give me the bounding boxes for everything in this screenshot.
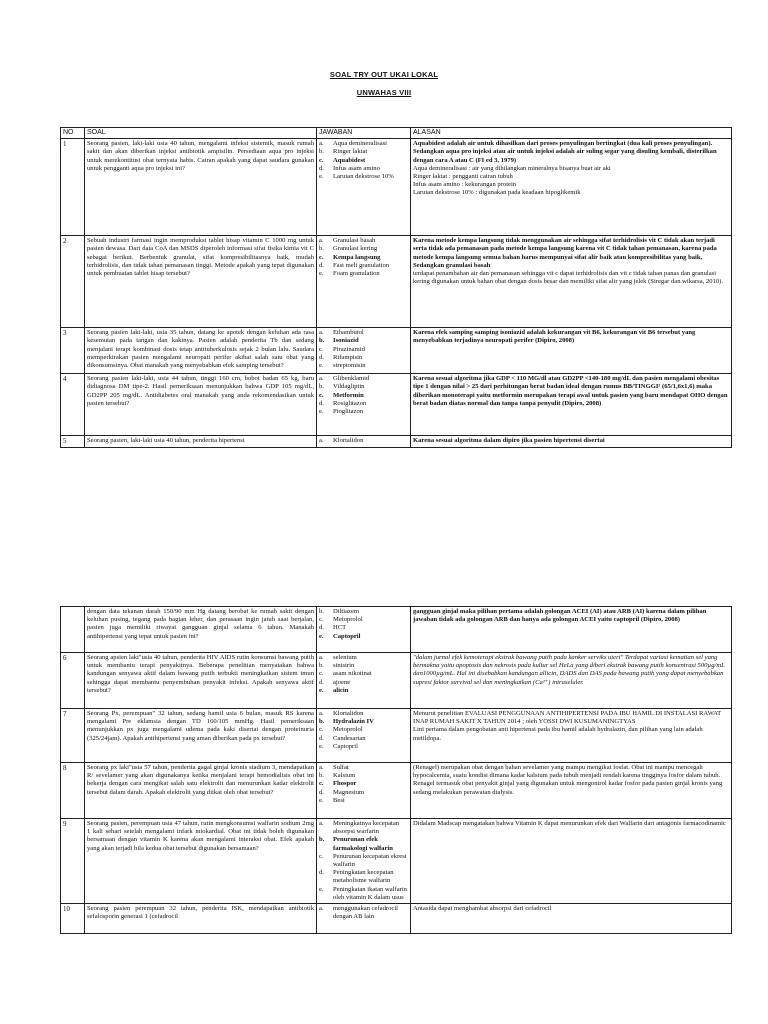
answer-options <box>317 709 411 763</box>
table-row <box>61 328 732 374</box>
explanation <box>411 436 732 448</box>
option-letter: b. <box>319 148 324 156</box>
question-number: 7 <box>61 709 85 763</box>
explanation-paragraph: terdapat penambahan air dan pemanasan sehingga vit c dapat terhidrolisis dan vit c tidak tahan panas dan granulasi kering digunakan untuk bahan obat dengan dosis besar dan memiliki sifat alir yang jelek (Siregar dan wikarsa, 2010). <box>413 270 724 286</box>
correct-option <box>319 254 408 262</box>
option-letter: c. <box>319 780 324 788</box>
option-item <box>319 245 408 253</box>
explanation-paragraph: gangguan ginjal maka pilihan pertama adalah golongan ACEI (AI) atau ARB (AI) karena dalam pilihan jawaban tidak ada golongan ARB dan hanya ada golongan ACEI yaitu captopril (Dipiro, 2008) <box>413 608 707 624</box>
question-text: Sebuah industri farmasi ingin memproduksi tablet hisap vitamin C 1000 mg untuk pasien dewasa. Dari data CoA dan MSDS diperoleh informasi sifat fisika kimia vit C sebagai berikut. Berbentuk granulat, sifat kompresibilitasnya baik, mudah terhidrolisis, dan tidak tahan pemanasan tinggi. Metode apakah yang tepat digunakan untuk pembuatan tablet hisap tersebut? <box>85 236 317 328</box>
option-text: Granulasi kering <box>333 245 378 253</box>
question-text: Seorang pasien, perempuan usia 47 tahun, rutin mengkonsumsi walfarin sodium 2mg 1 kali sehari setelah mengalami infark miokardial. Obat ini tidak boleh digunakan bersamaan dengan vitamin K karena akan mengalami interaksi obat. Efek apakah yang akan terjadi bila kedua obat tersebut digunakan bersamaan? <box>85 819 317 904</box>
option-item <box>319 869 408 885</box>
option-letter: d. <box>319 788 324 796</box>
explanation <box>411 374 732 436</box>
option-letter: b. <box>319 245 324 253</box>
option-letter: e. <box>319 742 324 750</box>
option-item <box>319 772 408 780</box>
option-letter: e. <box>319 796 324 804</box>
option-letter: b. <box>319 608 324 615</box>
option-item <box>319 679 408 687</box>
explanation <box>411 904 732 934</box>
option-text: Larutan dekstrose 10% <box>333 173 394 181</box>
explanation-paragraph: Lini pertama dalam pengobatan anti hipertensi pada ibu hamil adalah hydralazin, dan pilihan yang lain adalah metildopa. <box>413 726 703 742</box>
explanation <box>411 819 732 904</box>
table-row <box>61 763 732 819</box>
option-text: Granulasi basah <box>333 237 376 245</box>
column-header-soal: SOAL <box>85 128 317 139</box>
question-text: Seorang pasien perempuan 32 tahun, penderita ISK, mendapatkan antibiotik sefalosporin generasi 1 (cefadrocil <box>85 904 317 934</box>
option-text: Foam granulation <box>333 270 380 278</box>
explanation-paragraph: (Renagel) merupakan obat dengan bahan sevelamer yang mampu mengikat fosfat. Obat ini mampu mencegah hypocalcemia, suatu kondisi dimana kadar kalsium pada tubuh menjadi rendah karena tingginya fosfor dalam tubuh. Renagel termasuk obat penyakit ginjal yang digunakan untuk mengontrol kadar fosfor pada pasien ginjal kronis yang sedang melakukan perawatan dialysis. <box>413 764 723 796</box>
option-list <box>319 764 408 805</box>
correct-option <box>319 780 408 788</box>
option-letter: d. <box>319 734 324 742</box>
explanation <box>411 709 732 763</box>
question-number: 4 <box>61 374 85 436</box>
option-text: selenium <box>333 654 357 661</box>
table-row <box>61 819 732 904</box>
option-letter: a. <box>319 437 324 445</box>
option-item <box>319 140 408 148</box>
option-text: ajoene <box>333 678 351 686</box>
option-text: Metoprolol <box>333 726 363 734</box>
option-text: Pioglitazon <box>333 408 364 416</box>
question-number: 6 <box>61 653 85 709</box>
option-letter: c. <box>319 852 324 860</box>
explanation-paragraph: Karena sesuai algoritma jika GDP < 110 MG/dl atau GD2PP <140-180 mg/dL dan pasien mengalami obesitas tipe 1 dengan nilai > 25 dari perhitungan berat badan ideal dengan rumus BB/TINGGI² (65/1,6x1,6) maka diberikan monoterapi yaitu metformin merupakan terapi awal untuk pasien yang baru mendapat OHO dengan berat badan diatas normal dan tanpa tanpa penyulit (Dipiro, 2008) <box>413 375 728 407</box>
option-letter: d. <box>319 399 324 407</box>
option-text: Kalsium <box>333 772 356 780</box>
correct-option <box>319 718 408 726</box>
question-text: Seorang apsien laki"usia 40 tahun, penderita HIV AIDS rutin konsumsi bawang putih untuk membantu terapi penyakitnya. Beberapa penelitian menyatakan bahwa kandungan senyawa aktif dalam bawang putih terbukti meningkatkan sistem imun sehingga dapat membantu penyembuhan penyakit infeksi. Apakah senyawa aktif tersebut? <box>85 653 317 709</box>
explanation-paragraph: Infus asam amino : kekurangan protein <box>413 181 517 189</box>
option-text: Rifampisin <box>333 353 363 361</box>
option-item <box>319 354 408 362</box>
option-item <box>319 329 408 337</box>
answer-options <box>317 436 411 448</box>
column-header-jawaban: JAWABAN <box>317 128 411 139</box>
option-item <box>319 820 408 836</box>
question-text: dengan data tekanan darah 150/90 mm Hg datang berobat ke rumah sakit dengan keluhan pusing, tegang pada bagian leher, dan perasaan ingin jatuh saat berjalan, pasien juga memiliki riwayat gangguan ginjal selama 6 tahun. Manakah antihipertensi yang tepat untuk pasien ini? <box>85 607 317 653</box>
question-text: Seorang pasien laki-laki, usia 35 tahun, datang ke apotek dengan keluhan ada rasa kesemutan pada tangan dan kakinya. Pasien adalah penderita Tb dan sedang menjalani terapi kombinasi dosis tetap antituberkulosis sejak 2 bulan lalu. Saudara memperkirakan pasien mengalami neuropati perifer akibat salah satu obat yang dikonsumsinya. Obat manakah yang menyebabkan efek samping tersebut? <box>85 328 317 374</box>
option-letter: c. <box>319 670 324 678</box>
option-text: Klortalidon <box>333 437 364 445</box>
document-page-1 <box>0 0 768 470</box>
option-letter: a. <box>319 654 324 661</box>
option-text: streptomisin <box>333 362 366 370</box>
question-text: Seorang pasien, laki-laki usia 40 tahun, penderita hipertensi <box>85 436 317 448</box>
option-text: Ringer laktat <box>333 148 368 156</box>
option-text: Fhospor <box>333 780 357 788</box>
question-table-page-1 <box>60 127 732 448</box>
table-row <box>61 904 732 934</box>
option-text: Metoprolol <box>333 616 363 624</box>
option-item <box>319 346 408 354</box>
option-item <box>319 400 408 408</box>
option-item <box>319 608 408 616</box>
option-text: alicin <box>333 686 349 694</box>
option-text: Klortalidon <box>333 710 364 717</box>
option-item <box>319 905 408 921</box>
option-text: Vildagliptin <box>333 383 365 391</box>
option-text: Pirazinamid <box>333 345 365 353</box>
option-text: Captopril <box>333 632 361 640</box>
option-text: Sulfat <box>333 764 349 771</box>
question-table-page-2 <box>60 606 732 934</box>
explanation <box>411 139 732 236</box>
option-item <box>319 375 408 383</box>
option-item <box>319 735 408 743</box>
option-text: HCT <box>333 624 347 632</box>
explanation <box>411 763 732 819</box>
option-letter: c. <box>319 616 324 624</box>
explanation-paragraph: Didalam Madscap mengatakan bahwa Vitamin K dapat menurunkan efek dari Walfarin dari antagonis farmacodinamic <box>413 820 726 827</box>
option-text: Hydralazin IV <box>333 718 374 726</box>
column-header-no: NO <box>61 128 85 139</box>
option-text: Penurunan efek farmakologi walfarin <box>333 836 393 852</box>
option-text: Captopril <box>333 742 358 750</box>
option-list <box>319 237 408 278</box>
correct-option <box>319 392 408 400</box>
table-row <box>61 236 732 328</box>
option-letter: e. <box>319 362 324 370</box>
option-letter: e. <box>319 408 324 416</box>
option-letter: e. <box>319 173 324 181</box>
option-letter: b. <box>319 337 325 345</box>
option-text: Aquabidest <box>333 156 366 164</box>
option-letter: a. <box>319 820 324 827</box>
answer-options <box>317 607 411 653</box>
question-text: Seorang pasien laki-laki, usia 44 tahun, tinggi 160 cm, bobot badan 65 kg, baru didiagnosa DM tipe-2. Hasil pemeriksaan menunjukkan bahwa GDP 105 mg/dL, GD2PP 205 mg/dL. Antidiabetes oral manakah yang anda rekomendasikan untuk pasien tersebut? <box>85 374 317 436</box>
option-item <box>319 853 408 869</box>
page-gap <box>0 470 768 600</box>
explanation-paragraph: Aqua demineralisasi : air yang dihilangkan mineralnya bisanya buat air aki <box>413 164 611 172</box>
table-header-row <box>61 128 732 139</box>
option-letter: a. <box>319 764 324 771</box>
correct-option <box>319 337 408 345</box>
correct-option <box>319 633 408 641</box>
option-item <box>319 165 408 173</box>
option-list <box>319 905 408 921</box>
document-title: SOAL TRY OUT UKAI LOKAL <box>329 70 439 79</box>
option-text: Ethambutol <box>333 329 364 337</box>
option-list <box>319 437 408 445</box>
explanation <box>411 653 732 709</box>
option-letter: b. <box>319 836 325 844</box>
option-letter: b. <box>319 383 324 391</box>
option-letter: d. <box>319 869 324 877</box>
option-text: Peningkatan ikatan walfarin oleh vitamin K dalam usus <box>333 885 407 901</box>
correct-option <box>319 836 408 852</box>
option-letter: a. <box>319 140 324 148</box>
option-letter: d. <box>319 164 324 172</box>
option-letter: c. <box>319 253 324 261</box>
option-item <box>319 270 408 278</box>
answer-options <box>317 139 411 236</box>
option-letter: a. <box>319 329 324 337</box>
option-text: Meningkatnya kecepatan absorpsi warfarin <box>333 820 400 836</box>
correct-option <box>319 687 408 695</box>
option-list <box>319 140 408 181</box>
option-text: Metformin <box>333 391 364 399</box>
table-row <box>61 139 732 236</box>
option-item <box>319 743 408 751</box>
option-text: Diltiazem <box>333 608 359 615</box>
answer-options <box>317 653 411 709</box>
question-text: Seorang pasien, laki-laki usia 40 tahun, mengalami infeksi sistemik, masuk rumah sakit dan akan diberikan injeksi antibiotik ampisilin. Persediaan aqua pro injeksi untuk merekontitusi obat ternyata habis. Cairan apakah yang dapat saudara gunakan untuk pengganti aqua pro injeksi ini? <box>85 139 317 236</box>
explanation-paragraph: Karena efek samping samping isoniazid adalah kekurangan vit B6, kekurangan vit B6 tersebut yang menyebabkan terjadinya neuropati perifer (Dipiro, 2008) <box>413 329 696 345</box>
answer-options <box>317 819 411 904</box>
option-letter: b. <box>319 662 324 670</box>
option-list <box>319 710 408 751</box>
option-item <box>319 662 408 670</box>
explanation-paragraph: Karena sesuai algoritma dalam dipiro jika pasien hipertensi disertai <box>413 437 605 445</box>
answer-options <box>317 904 411 934</box>
answer-options <box>317 328 411 374</box>
question-number: 2 <box>61 236 85 328</box>
question-number: 10 <box>61 904 85 934</box>
question-number: 3 <box>61 328 85 374</box>
option-list <box>319 375 408 416</box>
option-letter: a. <box>319 905 324 913</box>
answer-options <box>317 374 411 436</box>
explanation-paragraph: Karena metode kempa langsung tidak menggunakan air sehingga sifat terhidrolisis vit C tidak akan terjadi serta tidak ada pemanasan pada metode kempa langsung karena vit C tidak tahan pemanasan, karena pada metode kempa langsung semua bahan harus mempunyai sifat alir baik atau kompresibilitas yang baik, Sedangkan granulasi basah <box>413 237 717 269</box>
question-number: 5 <box>61 436 85 448</box>
option-letter: c. <box>319 726 324 734</box>
option-letter: e. <box>319 885 324 893</box>
option-text: Magnesium <box>333 788 365 796</box>
table-row <box>61 653 732 709</box>
option-text: menggunakan cefadrocil dengan AB lain <box>333 905 398 921</box>
explanation-paragraph: Ringer laktat : pengganti cairan tubuh <box>413 173 513 181</box>
option-list <box>319 329 408 370</box>
option-letter: e. <box>319 686 324 694</box>
question-number: 1 <box>61 139 85 236</box>
option-item <box>319 710 408 718</box>
document-page-2 <box>0 600 768 1024</box>
option-letter: c. <box>319 391 324 399</box>
option-letter: d. <box>319 261 324 269</box>
document-subtitle: UNWAHAS VIII <box>356 88 412 97</box>
correct-option <box>319 157 408 165</box>
option-item <box>319 789 408 797</box>
question-number: 9 <box>61 819 85 904</box>
option-item <box>319 383 408 391</box>
option-item <box>319 797 408 805</box>
answer-options <box>317 763 411 819</box>
explanation-paragraph: "dalam jurnal efek kemoterapi ekstrak bawang putih pada kanker serviks uteri" Terdapat variasi kematian sel yang bermakna yaitu apoptosis dan nekrosis pada kultur sel HeLa yang diberi ekstrak bawang putih konsentrasi 500µg/mL dan1000µg/mL. Hal ini disebabkan kandungan allicin, DADS dan DAS pada bawang putih yang dapat menyebabkan supresi faktor survival sel dan meningkatkan (Ca²⁺) intraseluler. <box>413 654 725 686</box>
question-number: 8 <box>61 763 85 819</box>
table-row <box>61 709 732 763</box>
option-letter: e. <box>319 632 324 640</box>
option-item <box>319 262 408 270</box>
option-item <box>319 726 408 734</box>
table-row <box>61 374 732 436</box>
option-list <box>319 608 408 641</box>
option-item <box>319 616 408 624</box>
question-number <box>61 607 85 653</box>
explanation-paragraph: Menurut penelitian EVALUASI PENGGUNAAN ANTIHIPERTENSI PADA IBU HAMIL DI INSTALASI RAWAT INAP RUMAH SAKIT X TAHUN 2014 ; oleh YOSSI DWI KUSUMANINGTYAS <box>413 710 722 726</box>
explanation-paragraph: Larutan dekstrose 10% : digunakan pada keadaan hipoglikemik <box>413 189 581 197</box>
option-letter: a. <box>319 710 324 717</box>
option-item <box>319 173 408 181</box>
option-text: asam nikotinat <box>333 670 372 678</box>
option-letter: b. <box>319 718 325 726</box>
option-item <box>319 148 408 156</box>
answer-options <box>317 236 411 328</box>
option-item <box>319 237 408 245</box>
explanation-paragraph: Antasida dapat menghambat absorpsi dari cefadrocil <box>413 905 552 913</box>
option-item <box>319 654 408 662</box>
option-item <box>319 437 408 445</box>
question-text: Seorang px laki"usia 57 tahun, penderita gagal ginjal kronis stadium 3, mendapatkan R/ sevelamer yang akan digunakanya ketika menjalani terapi hemodialisis obat ini bekerja dengan cara mengikat salah satu elektrolit dan menurunkan kadar elektrolit tersebut dalam darah. Apakah elektrolit yang diikat oleh obat tersebut? <box>85 763 317 819</box>
option-item <box>319 408 408 416</box>
question-text: Seorang Px, perempuan" 32 tahun, sedang hamil usia 6 bulan, masuk RS karena mengalami Pre eklamsia dengan TD 160/105 mmHg. Hasil pemeriksaan menunjukkan px juga mengalami udema pada kaki disertai dengan proteinuria (325/24jam). Apakah antihipertensi yang aman diberikan pada px tersebut? <box>85 709 317 763</box>
option-text: Isoniazid <box>333 337 359 345</box>
option-text: Infus asam amino <box>333 164 380 172</box>
option-text: Candesartan <box>333 734 366 742</box>
option-letter: a. <box>319 237 324 245</box>
option-item <box>319 886 408 902</box>
option-text: Aqua demineralisasi <box>333 140 388 148</box>
explanation-paragraph: Aquabidest adalah air untuk dihasilkan dari proses penyulingan bertingkat (dua kali proses penyulingan). Sedangkan aqua pro injeksi atau air untuk injeksi adalah air suling segar yang disuling kembali, disterilkan dengan cara A atau C (FI ed 3, 1979) <box>413 140 717 164</box>
explanation <box>411 236 732 328</box>
option-letter: a. <box>319 375 324 383</box>
option-item <box>319 670 408 678</box>
option-text: Besi <box>333 796 345 804</box>
option-letter: c. <box>319 345 324 353</box>
table-row <box>61 607 732 653</box>
explanation <box>411 607 732 653</box>
option-letter: d. <box>319 624 324 632</box>
option-text: Fast melt granulation <box>333 261 390 269</box>
option-letter: e. <box>319 270 324 278</box>
option-item <box>319 362 408 370</box>
column-header-alasan: ALASAN <box>411 128 732 139</box>
option-letter: c. <box>319 156 324 164</box>
option-text: Kempa langsung <box>333 253 381 261</box>
option-letter: d. <box>319 678 324 686</box>
option-list <box>319 820 408 902</box>
option-text: Rosiglitazon <box>333 399 367 407</box>
explanation <box>411 328 732 374</box>
option-item <box>319 764 408 772</box>
option-item <box>319 624 408 632</box>
option-text: Penurunan kecepatan ekresi walfarin <box>333 852 407 869</box>
table-row <box>61 436 732 448</box>
option-text: Peningkatan kecepatan metabolisme walfarin <box>333 869 394 885</box>
option-text: Glibenklamid <box>333 375 370 383</box>
option-text: sinistrin <box>333 662 355 670</box>
option-letter: b. <box>319 772 324 780</box>
option-letter: d. <box>319 353 324 361</box>
option-list <box>319 654 408 695</box>
